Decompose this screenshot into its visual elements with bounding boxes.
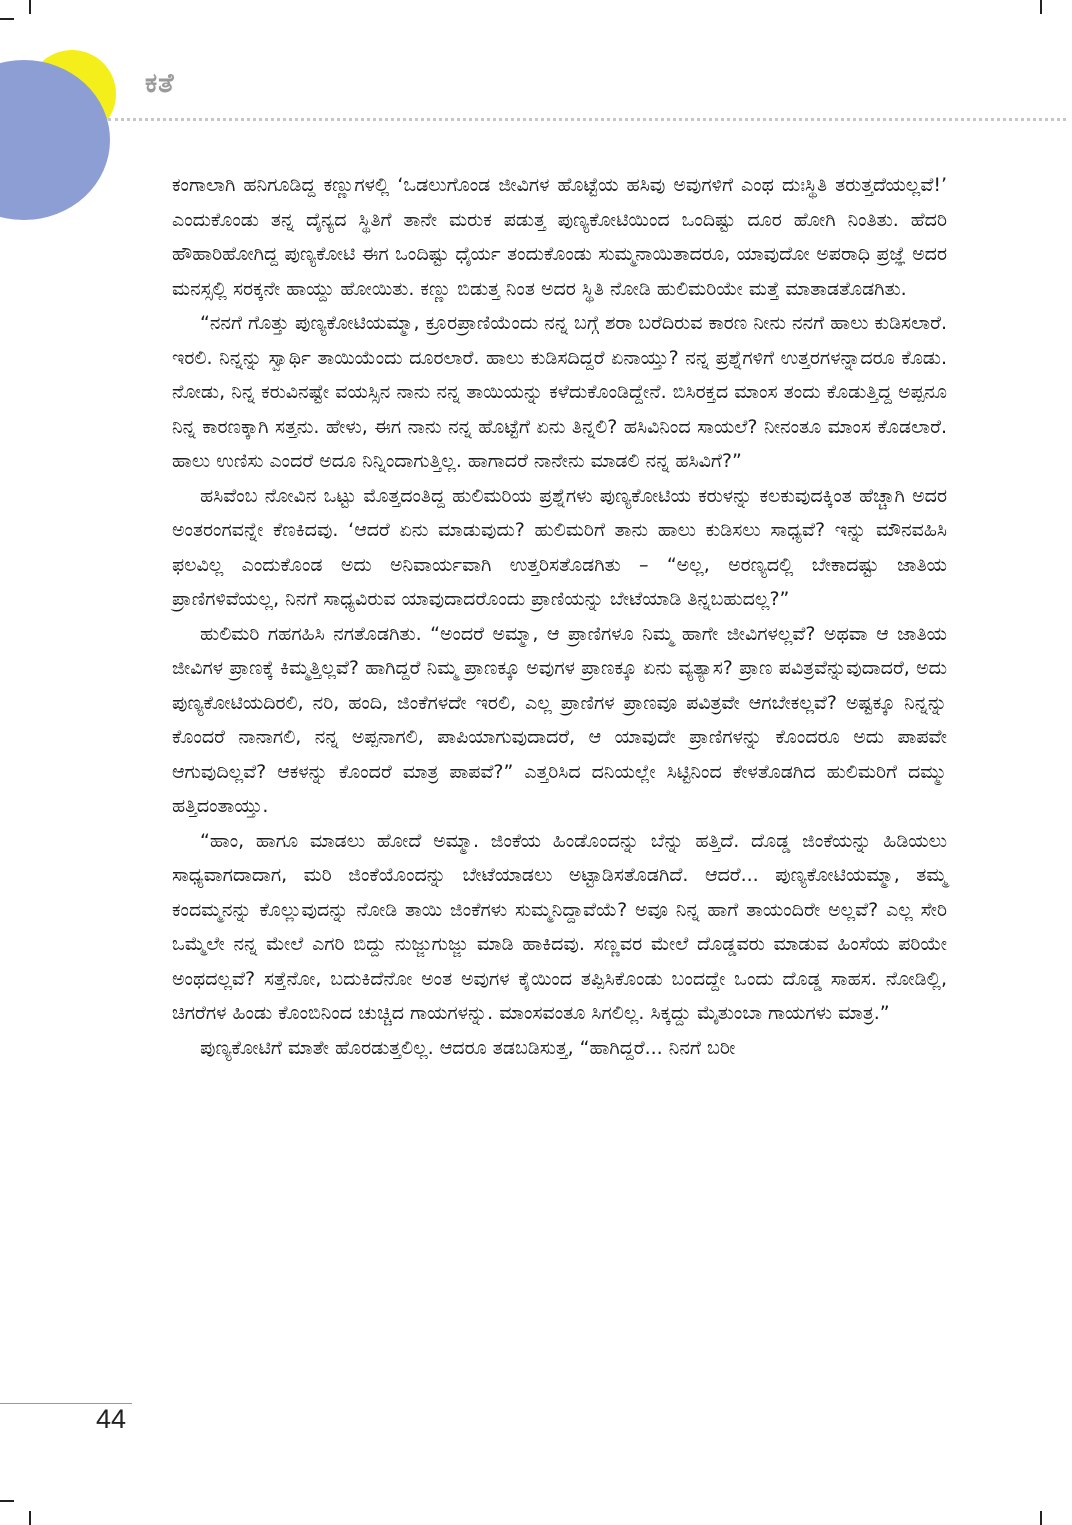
- paragraph-6: ಪುಣ್ಯಕೋಟಿಗೆ ಮಾತೇ ಹೊರಡುತ್ತಲಿಲ್ಲ. ಆದರೂ ತಡಬಡಿಸುತ್ತ, “ಹಾಗಿದ್ದರೆ... ನಿನಗೆ ಬರೀ: [200, 1036, 736, 1059]
- crop-mark-bottom-left: [29, 1511, 31, 1525]
- header-dotted-rule: [108, 118, 1066, 121]
- paragraph-1: ಕಂಗಾಲಾಗಿ ಹನಿಗೂಡಿದ್ದ ಕಣ್ಣುಗಳಲ್ಲಿ ‘ಒಡಲುಗೊಂಡ ಜೀವಿಗಳ ಹೊಟ್ಟೆಯ ಹಸಿವು ಅವುಗಳಿಗೆ ಎಂಥ ದುಃಸ್ಥಿತಿ ತರುತ್ತದೆಯಲ್ಲವೆ!’ ಎಂದುಕೊಂಡು ತನ್ನ ದೈನ್ಯದ ಸ್ಥಿತಿಗೆ ತಾನೇ ಮರುಕ ಪಡುತ್ತ ಪುಣ್ಯಕೋಟಿಯಿಂದ ಒಂದಿಷ್ಟು ದೂರ ಹೋಗಿ ನಿಂತಿತು. ಹೆದರಿ ಹೌಹಾರಿಹೋಗಿದ್ದ ಪುಣ್ಯಕೋಟಿ ಈಗ ಒಂದಿಷ್ಟು ಧೈರ್ಯ ತಂದುಕೊಂಡು ಸುಮ್ಮನಾಯಿತಾದರೂ, ಯಾವುದೋ ಅಪರಾಧಿ ಪ್ರಜ್ಞೆ ಅದರ ಮನಸ್ಸಲ್ಲಿ ಸರಕ್ಕನೇ ಹಾಯ್ದು ಹೋಯಿತು. ಕಣ್ಣು ಬಿಡುತ್ತ ನಿಂತ ಅದರ ಸ್ಥಿತಿ ನೋಡಿ ಹುಲಿಮರಿಯೇ ಮತ್ತೆ ಮಾತಾಡತೊಡಗಿತು.: [172, 174, 947, 300]
- paragraph-5: “ಹಾಂ, ಹಾಗೂ ಮಾಡಲು ಹೋದೆ ಅಮ್ಮಾ. ಜಿಂಕೆಯ ಹಿಂಡೊಂದನ್ನು ಬೆನ್ನು ಹತ್ತಿದೆ. ದೊಡ್ಡ ಜಿಂಕೆಯನ್ನು ಹಿಡಿಯಲು ಸಾಧ್ಯವಾಗದಾದಾಗ, ಮರಿ ಜಿಂಕೆಯೊಂದನ್ನು ಬೇಟೆಯಾಡಲು ಅಟ್ಟಾಡಿಸತೊಡಗಿದೆ. ಆದರೆ... ಪುಣ್ಯಕೋಟಿಯಮ್ಮಾ, ತಮ್ಮ ಕಂದಮ್ಮನನ್ನು ಕೊಲ್ಲುವುದನ್ನು ನೋಡಿ ತಾಯಿ ಜಿಂಕೆಗಳು ಸುಮ್ಮನಿದ್ದಾವೆಯೆ? ಅವೂ ನಿನ್ನ ಹಾಗೆ ತಾಯಂದಿರೇ ಅಲ್ಲವೆ? ಎಲ್ಲ ಸೇರಿ ಒಮ್ಮೆಲೇ ನನ್ನ ಮೇಲೆ ಎಗರಿ ಬಿದ್ದು ನುಜ್ಜುಗುಜ್ಜು ಮಾಡಿ ಹಾಕಿದವು. ಸಣ್ಣವರ ಮೇಲೆ ದೊಡ್ಡವರು ಮಾಡುವ ಹಿಂಸೆಯ ಪರಿಯೇ ಅಂಥದಲ್ಲವೆ? ಸತ್ತೆನೋ, ಬದುಕಿದೆನೋ ಅಂತ ಅವುಗಳ ಕೈಯಿಂದ ತಪ್ಪಿಸಿಕೊಂಡು ಬಂದದ್ದೇ ಒಂದು ದೊಡ್ಡ ಸಾಹಸ. ನೋಡಿಲ್ಲಿ, ಚಿಗರೆಗಳ ಹಿಂಡು ಕೊಂಬಿನಿಂದ ಚುಚ್ಚಿದ ಗಾಯಗಳನ್ನು. ಮಾಂಸವಂತೂ ಸಿಗಲಿಲ್ಲ. ಸಿಕ್ಕದ್ದು ಮೈತುಂಬಾ ಗಾಯಗಳು ಮಾತ್ರ.”: [172, 829, 947, 1024]
- crop-mark-top-left: [29, 0, 31, 14]
- page-number: 44: [96, 1404, 127, 1434]
- paragraph-3: ಹಸಿವೆಂಬ ನೋವಿನ ಒಟ್ಟು ಮೊತ್ತದಂತಿದ್ದ ಹುಲಿಮರಿಯ ಪ್ರಶ್ನೆಗಳು ಪುಣ್ಯಕೋಟಿಯ ಕರುಳನ್ನು ಕಲಕುವುದಕ್ಕಿಂತ ಹೆಚ್ಚಾಗಿ ಅದರ ಅಂತರಂಗವನ್ನೇ ಕೆಣಕಿದವು. ‘ಆದರೆ ಏನು ಮಾಡುವುದು? ಹುಲಿಮರಿಗೆ ತಾನು ಹಾಲು ಕುಡಿಸಲು ಸಾಧ್ಯವೆ? ಇನ್ನು ಮೌನವಹಿಸಿ ಫಲವಿಲ್ಲ ಎಂದುಕೊಂಡ ಅದು ಅನಿವಾರ್ಯವಾಗಿ ಉತ್ತರಿಸತೊಡಗಿತು – “ಅಲ್ಲ, ಅರಣ್ಯದಲ್ಲಿ ಬೇಕಾದಷ್ಟು ಜಾತಿಯ ಪ್ರಾಣಿಗಳಿವೆಯಲ್ಲ, ನಿನಗೆ ಸಾಧ್ಯವಿರುವ ಯಾವುದಾದರೊಂದು ಪ್ರಾಣಿಯನ್ನು ಬೇಟೆಯಾಡಿ ತಿನ್ನಬಹುದಲ್ಲ?”: [172, 484, 947, 610]
- crop-mark-left-bottom: [0, 1500, 14, 1502]
- crop-mark-top-right: [1040, 0, 1042, 14]
- story-body: [172, 168, 947, 1065]
- crop-mark-bottom-right: [1040, 1511, 1042, 1525]
- paragraph-2: “ನನಗೆ ಗೊತ್ತು ಪುಣ್ಯಕೋಟಿಯಮ್ಮಾ, ಕ್ರೂರಪ್ರಾಣಿಯೆಂದು ನನ್ನ ಬಗ್ಗೆ ಶರಾ ಬರೆದಿರುವ ಕಾರಣ ನೀನು ನನಗೆ ಹಾಲು ಕುಡಿಸಲಾರೆ. ಇರಲಿ. ನಿನ್ನನ್ನು ಸ್ವಾರ್ಥಿ ತಾಯಿಯೆಂದು ದೂರಲಾರೆ. ಹಾಲು ಕುಡಿಸದಿದ್ದರೆ ಏನಾಯ್ತು? ನನ್ನ ಪ್ರಶ್ನೆಗಳಿಗೆ ಉತ್ತರಗಳನ್ನಾದರೂ ಕೊಡು. ನೋಡು, ನಿನ್ನ ಕರುವಿನಷ್ಟೇ ವಯಸ್ಸಿನ ನಾನು ನನ್ನ ತಾಯಿಯನ್ನು ಕಳೆದುಕೊಂಡಿದ್ದೇನೆ. ಬಿಸಿರಕ್ತದ ಮಾಂಸ ತಂದು ಕೊಡುತ್ತಿದ್ದ ಅಪ್ಪನೂ ನಿನ್ನ ಕಾರಣಕ್ಕಾಗಿ ಸತ್ತನು. ಹೇಳು, ಈಗ ನಾನು ನನ್ನ ಹೊಟ್ಟೆಗೆ ಏನು ತಿನ್ನಲಿ? ಹಸಿವಿನಿಂದ ಸಾಯಲೆ? ನೀನಂತೂ ಮಾಂಸ ಕೊಡಲಾರೆ. ಹಾಲು ಉಣಿಸು ಎಂದರೆ ಅದೂ ನಿನ್ನಿಂದಾಗುತ್ತಿಲ್ಲ. ಹಾಗಾದರೆ ನಾನೇನು ಮಾಡಲಿ ನನ್ನ ಹಸಿವಿಗೆ?”: [172, 312, 947, 472]
- paragraph-4: ಹುಲಿಮರಿ ಗಹಗಹಿಸಿ ನಗತೊಡಗಿತು. “ಅಂದರೆ ಅಮ್ಮಾ, ಆ ಪ್ರಾಣಿಗಳೂ ನಿಮ್ಮ ಹಾಗೇ ಜೀವಿಗಳಲ್ಲವೆ? ಅಥವಾ ಆ ಜಾತಿಯ ಜೀವಿಗಳ ಪ್ರಾಣಕ್ಕೆ ಕಿಮ್ಮತ್ತಿಲ್ಲವೆ? ಹಾಗಿದ್ದರೆ ನಿಮ್ಮ ಪ್ರಾಣಕ್ಕೂ ಅವುಗಳ ಪ್ರಾಣಕ್ಕೂ ಏನು ವ್ಯತ್ಯಾಸ? ಪ್ರಾಣ ಪವಿತ್ರವೆನ್ನುವುದಾದರೆ, ಅದು ಪುಣ್ಯಕೋಟಿಯದಿರಲಿ, ನರಿ, ಹಂದಿ, ಜಿಂಕೆಗಳದೇ ಇರಲಿ, ಎಲ್ಲ ಪ್ರಾಣಿಗಳ ಪ್ರಾಣವೂ ಪವಿತ್ರವೇ ಆಗಬೇಕಲ್ಲವೆ? ಅಷ್ಟಕ್ಕೂ ನಿನ್ನನ್ನು ಕೊಂದರೆ ನಾನಾಗಲಿ, ನನ್ನ ಅಪ್ಪನಾಗಲಿ, ಪಾಪಿಯಾಗುವುದಾದರೆ, ಆ ಯಾವುದೇ ಪ್ರಾಣಿಗಳನ್ನು ಕೊಂದರೂ ಅದು ಪಾಪವೇ ಆಗುವುದಿಲ್ಲವೆ? ಆಕಳನ್ನು ಕೊಂದರೆ ಮಾತ್ರ ಪಾಪವೆ?” ಎತ್ತರಿಸಿದ ದನಿಯಲ್ಲೇ ಸಿಟ್ಟಿನಿಂದ ಕೇಳತೊಡಗಿದ ಹುಲಿಮರಿಗೆ ದಮ್ಮು ಹತ್ತಿದಂತಾಯ್ತು.: [172, 622, 947, 817]
- crop-mark-left-top: [0, 18, 14, 20]
- section-label: ಕತೆ: [145, 68, 175, 99]
